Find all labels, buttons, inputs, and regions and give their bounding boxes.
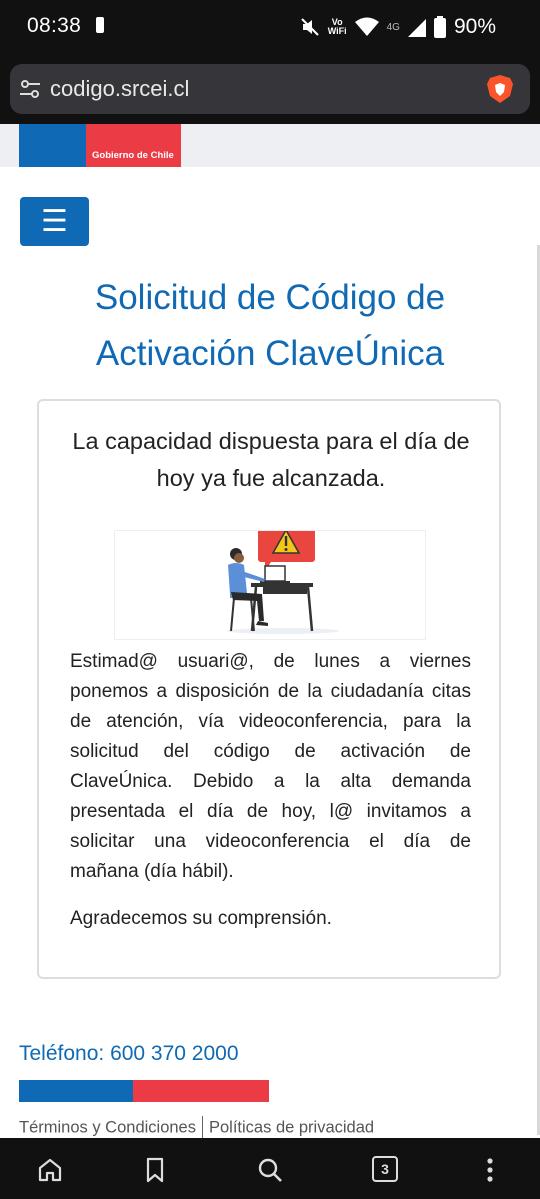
browser-bottom-bar: [0, 1138, 540, 1199]
notice-body: Estimad@ usuari@, de lunes a viernes ponemos a disposición de la ciudadanía citas de atención, vía videoconferencia, para la solicitud del código de activación de ClaveÚnica. Debido a la alta demanda presentada el día de hoy, l@ invitamos a solicitar una videoconferencia el día de mañana (día hábil).: [70, 651, 471, 882]
gov-logo-blue: [19, 124, 86, 167]
gov-logo-text: Gobierno de Chile: [92, 150, 174, 161]
signal-icon: [408, 17, 426, 37]
battery-percent: 90%: [453, 15, 496, 38]
illustration: [114, 530, 426, 640]
link-divider: [202, 1116, 203, 1140]
battery-icon: [434, 16, 446, 38]
footer-stripe-red: [133, 1080, 269, 1102]
privacy-link[interactable]: Políticas de privacidad: [209, 1118, 375, 1137]
terms-link[interactable]: Términos y Condiciones: [19, 1118, 196, 1137]
notice-heading: La capacidad dispuesta para el día de hoy ya fue alcanzada.: [72, 428, 470, 491]
vowifi-icon: Vo WiFi: [327, 17, 347, 36]
bookmark-icon[interactable]: [141, 1156, 169, 1184]
network-type: 4G: [386, 21, 400, 33]
tabs-button[interactable]: 3: [372, 1156, 398, 1182]
more-menu-icon[interactable]: [476, 1156, 504, 1184]
person-at-desk-warning-illustration: [115, 531, 425, 639]
footer-links: [19, 1116, 374, 1140]
clock: 08:38: [27, 14, 82, 37]
mute-icon: [300, 17, 320, 37]
status-icons: [300, 14, 496, 40]
page-title: Solicitud de Código de Activación ClaveÚnica: [94, 278, 446, 373]
site-settings-icon[interactable]: [18, 77, 42, 101]
status-bar: [0, 0, 540, 54]
home-icon[interactable]: [36, 1156, 64, 1184]
thanks-text: Agradecemos su comprensión.: [70, 908, 332, 929]
battery-small-icon: [96, 17, 104, 33]
url-text[interactable]: codigo.srcei.cl: [50, 76, 190, 101]
search-icon[interactable]: [256, 1156, 284, 1184]
brave-shields-icon[interactable]: [486, 74, 514, 104]
gov-logo[interactable]: [86, 124, 181, 167]
phone-number[interactable]: Teléfono: 600 370 2000: [19, 1042, 239, 1065]
menu-button[interactable]: ☰: [20, 197, 89, 246]
footer-stripe-blue: [19, 1080, 133, 1102]
address-bar[interactable]: [10, 64, 530, 114]
capacity-notice-card: [37, 399, 501, 979]
wifi-icon: [355, 17, 379, 37]
browser-toolbar: [0, 54, 540, 124]
